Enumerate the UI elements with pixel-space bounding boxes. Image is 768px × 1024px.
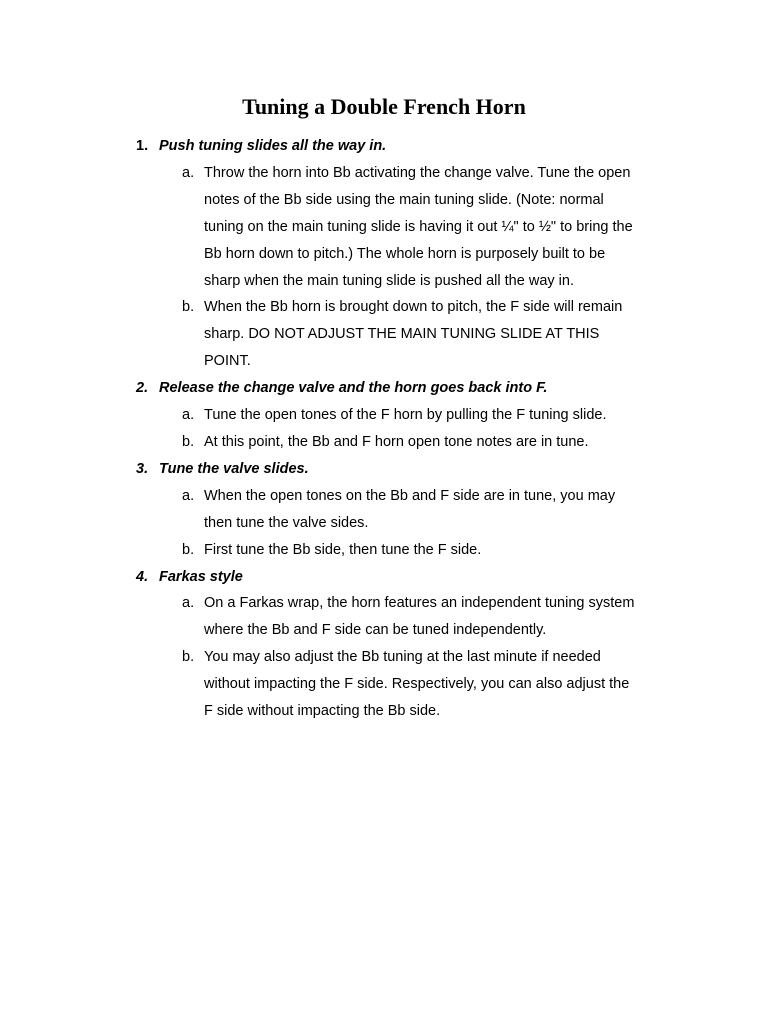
sub-item-letter: b. <box>182 299 195 316</box>
sub-item-text <box>204 644 654 725</box>
text-line: On a Farkas wrap, the horn features an independent tuning system <box>204 595 635 612</box>
text-line: When the open tones on the Bb and F side are in tune, you may <box>204 487 616 504</box>
sub-item-text <box>204 160 654 295</box>
sub-item <box>136 483 676 537</box>
sub-item-letter: a. <box>182 407 195 424</box>
step-4 <box>136 564 676 725</box>
step-heading-row <box>136 564 676 591</box>
text-line: First tune the Bb side, then tune the F side. <box>204 541 482 558</box>
sub-item-letter: a. <box>182 487 195 504</box>
text-line: You may also adjust the Bb tuning at the last minute if needed <box>204 649 601 666</box>
sub-item-text <box>204 402 654 429</box>
step-heading: Farkas style <box>159 568 243 585</box>
text-line: At this point, the Bb and F horn open tone notes are in tune. <box>204 433 589 450</box>
text-line: sharp when the main tuning slide is pushed all the way in. <box>204 272 574 289</box>
text-line: Throw the horn into Bb activating the change valve. Tune the open <box>204 164 631 181</box>
sub-item-text <box>204 294 654 375</box>
text-line: where the Bb and F side can be tuned independently. <box>204 622 547 639</box>
sub-item-letter: b. <box>182 541 195 558</box>
document-title: Tuning a Double French Horn <box>242 94 526 119</box>
sub-item-letter: b. <box>182 649 195 666</box>
step-2 <box>136 375 676 456</box>
text-line: tuning on the main tuning slide is having it out ¼" to ½" to bring the <box>204 218 633 235</box>
step-heading-row <box>136 375 676 402</box>
step-number: 2. <box>136 380 149 397</box>
sub-item <box>136 644 676 725</box>
text-line: then tune the valve sides. <box>204 514 369 531</box>
step-number: 3. <box>136 460 149 477</box>
sub-item-letter: a. <box>182 164 195 181</box>
text-line: F side without impacting the Bb side. <box>204 703 441 720</box>
step-heading: Tune the valve slides. <box>159 460 309 477</box>
step-number: 1. <box>136 138 149 154</box>
sub-item-text <box>204 537 654 564</box>
text-line: Bb horn down to pitch.) The whole horn is purposely built to be <box>204 245 606 262</box>
text-line: notes of the Bb side using the main tuning slide. (Note: normal <box>204 191 604 208</box>
steps-list <box>136 133 676 725</box>
text-line: Tune the open tones of the F horn by pulling the F tuning slide. <box>204 407 607 424</box>
sub-item-text <box>204 590 654 644</box>
sub-item-letter: a. <box>182 595 195 612</box>
step-number: 4. <box>136 568 149 585</box>
sub-item <box>136 160 676 295</box>
sub-item-text <box>204 429 654 456</box>
sub-item <box>136 294 676 375</box>
sub-item <box>136 429 676 456</box>
text-line: When the Bb horn is brought down to pitch, the F side will remain <box>204 299 623 316</box>
step-1 <box>136 133 676 375</box>
text-line: POINT. <box>204 353 251 370</box>
step-3 <box>136 456 676 564</box>
text-line: without impacting the F side. Respectively, you can also adjust the <box>204 676 630 693</box>
step-heading-row <box>136 133 676 160</box>
sub-item <box>136 402 676 429</box>
text-line: sharp. DO NOT ADJUST THE MAIN TUNING SLIDE AT THIS <box>204 326 600 343</box>
sub-item-text <box>204 483 654 537</box>
step-heading: Push tuning slides all the way in. <box>159 138 387 154</box>
step-heading: Release the change valve and the horn goes back into F. <box>159 380 548 397</box>
sub-item <box>136 590 676 644</box>
step-heading-row <box>136 456 676 483</box>
sub-item-letter: b. <box>182 433 195 450</box>
sub-item <box>136 537 676 564</box>
